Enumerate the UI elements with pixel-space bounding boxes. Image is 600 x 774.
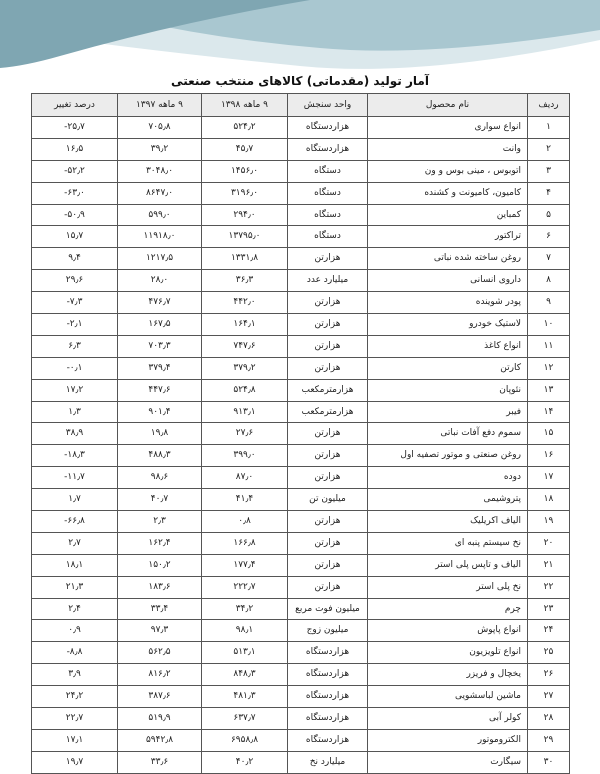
change-percent-cell: ۶٫۳ [32, 335, 118, 357]
value-1397-cell: ۴۴۷٫۶ [118, 379, 202, 401]
row-number-cell: ۲۶ [528, 664, 570, 686]
row-number-cell: ۶ [528, 226, 570, 248]
change-percent-cell: ۲٫۴ [32, 598, 118, 620]
product-name-cell: لاستیک خودرو [368, 314, 528, 336]
table-row [32, 751, 570, 773]
product-name-cell: روغن ساخته شده نباتی [368, 248, 528, 270]
row-number-cell: ۲۷ [528, 686, 570, 708]
value-1397-cell: ۴۰٫۷ [118, 489, 202, 511]
change-percent-cell: -۸٫۸ [32, 642, 118, 664]
value-1398-cell: ۲۹۴٫۰ [202, 204, 288, 226]
value-1397-cell: ۳۷۹٫۴ [118, 357, 202, 379]
value-1397-cell: ۲٫۳ [118, 511, 202, 533]
row-number-cell: ۲۲ [528, 576, 570, 598]
value-1398-cell: ۳۱۹۶٫۰ [202, 182, 288, 204]
table-row [32, 292, 570, 314]
table-row [32, 554, 570, 576]
unit-cell: هزاردستگاه [288, 642, 368, 664]
value-1398-cell: ۳۴٫۲ [202, 598, 288, 620]
row-number-cell: ۳ [528, 160, 570, 182]
product-name-cell: ماشین لباسشویی [368, 686, 528, 708]
table-row [32, 576, 570, 598]
value-1397-cell: ۳۸۷٫۶ [118, 686, 202, 708]
row-number-cell: ۱۵ [528, 423, 570, 445]
change-percent-cell: ۱٫۷ [32, 489, 118, 511]
product-name-cell: انواع تلویزیون [368, 642, 528, 664]
table-row [32, 117, 570, 139]
table-row [32, 226, 570, 248]
value-1397-cell: ۹۷٫۳ [118, 620, 202, 642]
unit-cell: هزارتن [288, 511, 368, 533]
unit-cell: هزاردستگاه [288, 729, 368, 751]
row-number-cell: ۱۳ [528, 379, 570, 401]
product-name-cell: نخ سیستم پنبه ای [368, 532, 528, 554]
value-1398-cell: ۲۲۲٫۷ [202, 576, 288, 598]
product-name-cell: کامیون، کامیونت و کشنده [368, 182, 528, 204]
table-row [32, 532, 570, 554]
row-number-cell: ۸ [528, 270, 570, 292]
unit-cell: هزاردستگاه [288, 664, 368, 686]
unit-cell: هزارتن [288, 248, 368, 270]
value-1398-cell: ۶۳۷٫۷ [202, 708, 288, 730]
value-1397-cell: ۴۷۶٫۷ [118, 292, 202, 314]
table-row [32, 357, 570, 379]
value-1397-cell: ۱۹٫۸ [118, 423, 202, 445]
row-number-cell: ۱۷ [528, 467, 570, 489]
product-name-cell: الیاف اکریلیک [368, 511, 528, 533]
unit-cell: هزاردستگاه [288, 117, 368, 139]
unit-cell: میلیون فوت مربع [288, 598, 368, 620]
value-1398-cell: ۶۹۵۸٫۸ [202, 729, 288, 751]
row-number-cell: ۷ [528, 248, 570, 270]
product-name-cell: فیبر [368, 401, 528, 423]
row-number-cell: ۱۱ [528, 335, 570, 357]
product-name-cell: روغن صنعتی و موتور تصفیه اول [368, 445, 528, 467]
row-number-cell: ۳۰ [528, 751, 570, 773]
change-percent-cell: ۳٫۹ [32, 664, 118, 686]
header-unit: واحد سنجش [288, 94, 368, 117]
change-percent-cell: -۵۲٫۲ [32, 160, 118, 182]
table-row [32, 664, 570, 686]
product-name-cell: دوده [368, 467, 528, 489]
value-1397-cell: ۹۰۱٫۴ [118, 401, 202, 423]
value-1398-cell: ۲۷٫۶ [202, 423, 288, 445]
table-row [32, 598, 570, 620]
table-row [32, 620, 570, 642]
unit-cell: هزارمترمکعب [288, 379, 368, 401]
page-title: آمار تولید (مقدماتی) کالاهای منتخب صنعتی [171, 74, 429, 88]
product-name-cell: سیگارت [368, 751, 528, 773]
value-1398-cell: ۴۵٫۷ [202, 138, 288, 160]
value-1397-cell: ۳۳٫۴ [118, 598, 202, 620]
product-name-cell: اتوبوس ، مینی بوس و ون [368, 160, 528, 182]
unit-cell: هزارتن [288, 532, 368, 554]
value-1397-cell: ۳۹٫۲ [118, 138, 202, 160]
value-1398-cell: ۰٫۸ [202, 511, 288, 533]
row-number-cell: ۲۹ [528, 729, 570, 751]
change-percent-cell: ۲۱٫۳ [32, 576, 118, 598]
value-1398-cell: ۱۳۳۱٫۸ [202, 248, 288, 270]
row-number-cell: ۱۰ [528, 314, 570, 336]
product-name-cell: نئوپان [368, 379, 528, 401]
table-row [32, 248, 570, 270]
change-percent-cell: ۱۷٫۲ [32, 379, 118, 401]
value-1398-cell: ۳۶٫۳ [202, 270, 288, 292]
header-9months-1398: ۹ ماهه ۱۳۹۸ [202, 94, 288, 117]
change-percent-cell: -۲۵٫۷ [32, 117, 118, 139]
product-name-cell: داروی انسانی [368, 270, 528, 292]
change-percent-cell: -۶۶٫۸ [32, 511, 118, 533]
unit-cell: دستگاه [288, 160, 368, 182]
change-percent-cell: -۰٫۱ [32, 357, 118, 379]
row-number-cell: ۲۰ [528, 532, 570, 554]
table-row [32, 686, 570, 708]
product-name-cell: پتروشیمی [368, 489, 528, 511]
value-1398-cell: ۵۲۴٫۸ [202, 379, 288, 401]
table-row [32, 270, 570, 292]
value-1397-cell: ۵۶۲٫۵ [118, 642, 202, 664]
value-1398-cell: ۱۶۶٫۸ [202, 532, 288, 554]
change-percent-cell: ۱۵٫۷ [32, 226, 118, 248]
unit-cell: هزارتن [288, 292, 368, 314]
row-number-cell: ۲۸ [528, 708, 570, 730]
product-name-cell: کولر آبی [368, 708, 528, 730]
value-1397-cell: ۷۰۵٫۸ [118, 117, 202, 139]
header-9months-1397: ۹ ماهه ۱۳۹۷ [118, 94, 202, 117]
unit-cell: دستگاه [288, 182, 368, 204]
table-row [32, 314, 570, 336]
product-name-cell: نخ پلی استر [368, 576, 528, 598]
table-header-row [32, 94, 570, 117]
header-change-percent: درصد تغییر [32, 94, 118, 117]
table-row [32, 204, 570, 226]
header-product-name: نام محصول [368, 94, 528, 117]
product-name-cell: چرم [368, 598, 528, 620]
change-percent-cell: ۹٫۴ [32, 248, 118, 270]
value-1398-cell: ۵۱۳٫۱ [202, 642, 288, 664]
change-percent-cell: ۱۹٫۷ [32, 751, 118, 773]
value-1398-cell: ۳۷۹٫۲ [202, 357, 288, 379]
table-row [32, 642, 570, 664]
table-row [32, 729, 570, 751]
value-1398-cell: ۴۸۱٫۳ [202, 686, 288, 708]
banner-graphic [0, 0, 600, 78]
value-1397-cell: ۱۶۷٫۵ [118, 314, 202, 336]
row-number-cell: ۵ [528, 204, 570, 226]
product-name-cell: یخچال و فریزر [368, 664, 528, 686]
value-1398-cell: ۴۴۲٫۰ [202, 292, 288, 314]
value-1398-cell: ۵۲۴٫۲ [202, 117, 288, 139]
table-row [32, 445, 570, 467]
value-1397-cell: ۱۸۳٫۶ [118, 576, 202, 598]
unit-cell: هزارمترمکعب [288, 401, 368, 423]
product-name-cell: تراکتور [368, 226, 528, 248]
row-number-cell: ۲۳ [528, 598, 570, 620]
change-percent-cell: -۵۰٫۹ [32, 204, 118, 226]
product-name-cell: انواع سواری [368, 117, 528, 139]
unit-cell: هزاردستگاه [288, 138, 368, 160]
value-1398-cell: ۷۴۷٫۶ [202, 335, 288, 357]
value-1397-cell: ۴۸۸٫۳ [118, 445, 202, 467]
value-1397-cell: ۱۶۲٫۴ [118, 532, 202, 554]
unit-cell: هزارتن [288, 423, 368, 445]
row-number-cell: ۱۴ [528, 401, 570, 423]
change-percent-cell: ۱۸٫۱ [32, 554, 118, 576]
header-row-number: ردیف [528, 94, 570, 117]
value-1398-cell: ۸۴۸٫۳ [202, 664, 288, 686]
product-name-cell: کمباین [368, 204, 528, 226]
value-1398-cell: ۴۱٫۴ [202, 489, 288, 511]
unit-cell: هزارتن [288, 335, 368, 357]
unit-cell: دستگاه [288, 204, 368, 226]
product-name-cell: سموم دفع آفات نباتی [368, 423, 528, 445]
value-1397-cell: ۱۱۹۱۸٫۰ [118, 226, 202, 248]
value-1397-cell: ۱۵۰٫۲ [118, 554, 202, 576]
unit-cell: میلیارد عدد [288, 270, 368, 292]
table-row [32, 423, 570, 445]
unit-cell: میلیون زوج [288, 620, 368, 642]
change-percent-cell: -۶۳٫۰ [32, 182, 118, 204]
value-1397-cell: ۹۸٫۶ [118, 467, 202, 489]
unit-cell: هزارتن [288, 445, 368, 467]
value-1398-cell: ۹۱۳٫۱ [202, 401, 288, 423]
row-number-cell: ۱۲ [528, 357, 570, 379]
unit-cell: هزارتن [288, 314, 368, 336]
value-1398-cell: ۹۸٫۱ [202, 620, 288, 642]
row-number-cell: ۱۸ [528, 489, 570, 511]
row-number-cell: ۱۶ [528, 445, 570, 467]
value-1398-cell: ۱۷۷٫۴ [202, 554, 288, 576]
row-number-cell: ۲۱ [528, 554, 570, 576]
value-1397-cell: ۲۸٫۰ [118, 270, 202, 292]
unit-cell: هزاردستگاه [288, 708, 368, 730]
product-name-cell: الیاف و تاپس پلی استر [368, 554, 528, 576]
value-1398-cell: ۱۳۷۹۵٫۰ [202, 226, 288, 248]
unit-cell: هزارتن [288, 554, 368, 576]
header-banner [0, 0, 600, 78]
table-row [32, 335, 570, 357]
table-row [32, 511, 570, 533]
value-1397-cell: ۵۹۹٫۰ [118, 204, 202, 226]
value-1398-cell: ۱۶۴٫۱ [202, 314, 288, 336]
row-number-cell: ۱ [528, 117, 570, 139]
product-name-cell: پودر شوینده [368, 292, 528, 314]
product-name-cell: الکتروموتور [368, 729, 528, 751]
change-percent-cell: -۱۱٫۷ [32, 467, 118, 489]
row-number-cell: ۹ [528, 292, 570, 314]
value-1397-cell: ۵۹۴۲٫۸ [118, 729, 202, 751]
value-1398-cell: ۴۰٫۲ [202, 751, 288, 773]
product-name-cell: کارتن [368, 357, 528, 379]
change-percent-cell: ۲۹٫۶ [32, 270, 118, 292]
product-name-cell: انواع کاغذ [368, 335, 528, 357]
value-1398-cell: ۱۴۵۶٫۰ [202, 160, 288, 182]
change-percent-cell: ۲۴٫۲ [32, 686, 118, 708]
product-name-cell: وانت [368, 138, 528, 160]
value-1398-cell: ۳۹۹٫۰ [202, 445, 288, 467]
table-row [32, 489, 570, 511]
change-percent-cell: ۱۷٫۱ [32, 729, 118, 751]
change-percent-cell: ۲۲٫۷ [32, 708, 118, 730]
change-percent-cell: -۲٫۱ [32, 314, 118, 336]
table-row [32, 138, 570, 160]
table-row [32, 182, 570, 204]
value-1397-cell: ۳۰۴۸٫۰ [118, 160, 202, 182]
production-table [31, 93, 570, 774]
value-1397-cell: ۷۰۳٫۳ [118, 335, 202, 357]
change-percent-cell: -۷٫۳ [32, 292, 118, 314]
row-number-cell: ۴ [528, 182, 570, 204]
row-number-cell: ۲ [528, 138, 570, 160]
row-number-cell: ۲۴ [528, 620, 570, 642]
unit-cell: هزارتن [288, 467, 368, 489]
table-row [32, 160, 570, 182]
change-percent-cell: ۱٫۳ [32, 401, 118, 423]
value-1397-cell: ۸۶۴۷٫۰ [118, 182, 202, 204]
value-1397-cell: ۸۱۶٫۲ [118, 664, 202, 686]
unit-cell: هزارتن [288, 576, 368, 598]
unit-cell: هزارتن [288, 357, 368, 379]
unit-cell: هزاردستگاه [288, 686, 368, 708]
unit-cell: میلیون تن [288, 489, 368, 511]
change-percent-cell: ۳۸٫۹ [32, 423, 118, 445]
unit-cell: میلیارد نخ [288, 751, 368, 773]
value-1398-cell: ۸۷٫۰ [202, 467, 288, 489]
unit-cell: دستگاه [288, 226, 368, 248]
table-row [32, 379, 570, 401]
change-percent-cell: ۲٫۷ [32, 532, 118, 554]
change-percent-cell: ۰٫۹ [32, 620, 118, 642]
change-percent-cell: ۱۶٫۵ [32, 138, 118, 160]
value-1397-cell: ۱۲۱۷٫۵ [118, 248, 202, 270]
row-number-cell: ۱۹ [528, 511, 570, 533]
product-name-cell: انواع پاپوش [368, 620, 528, 642]
value-1397-cell: ۳۳٫۶ [118, 751, 202, 773]
table-row [32, 467, 570, 489]
table-row [32, 401, 570, 423]
value-1397-cell: ۵۱۹٫۹ [118, 708, 202, 730]
row-number-cell: ۲۵ [528, 642, 570, 664]
table-row [32, 708, 570, 730]
change-percent-cell: -۱۸٫۳ [32, 445, 118, 467]
